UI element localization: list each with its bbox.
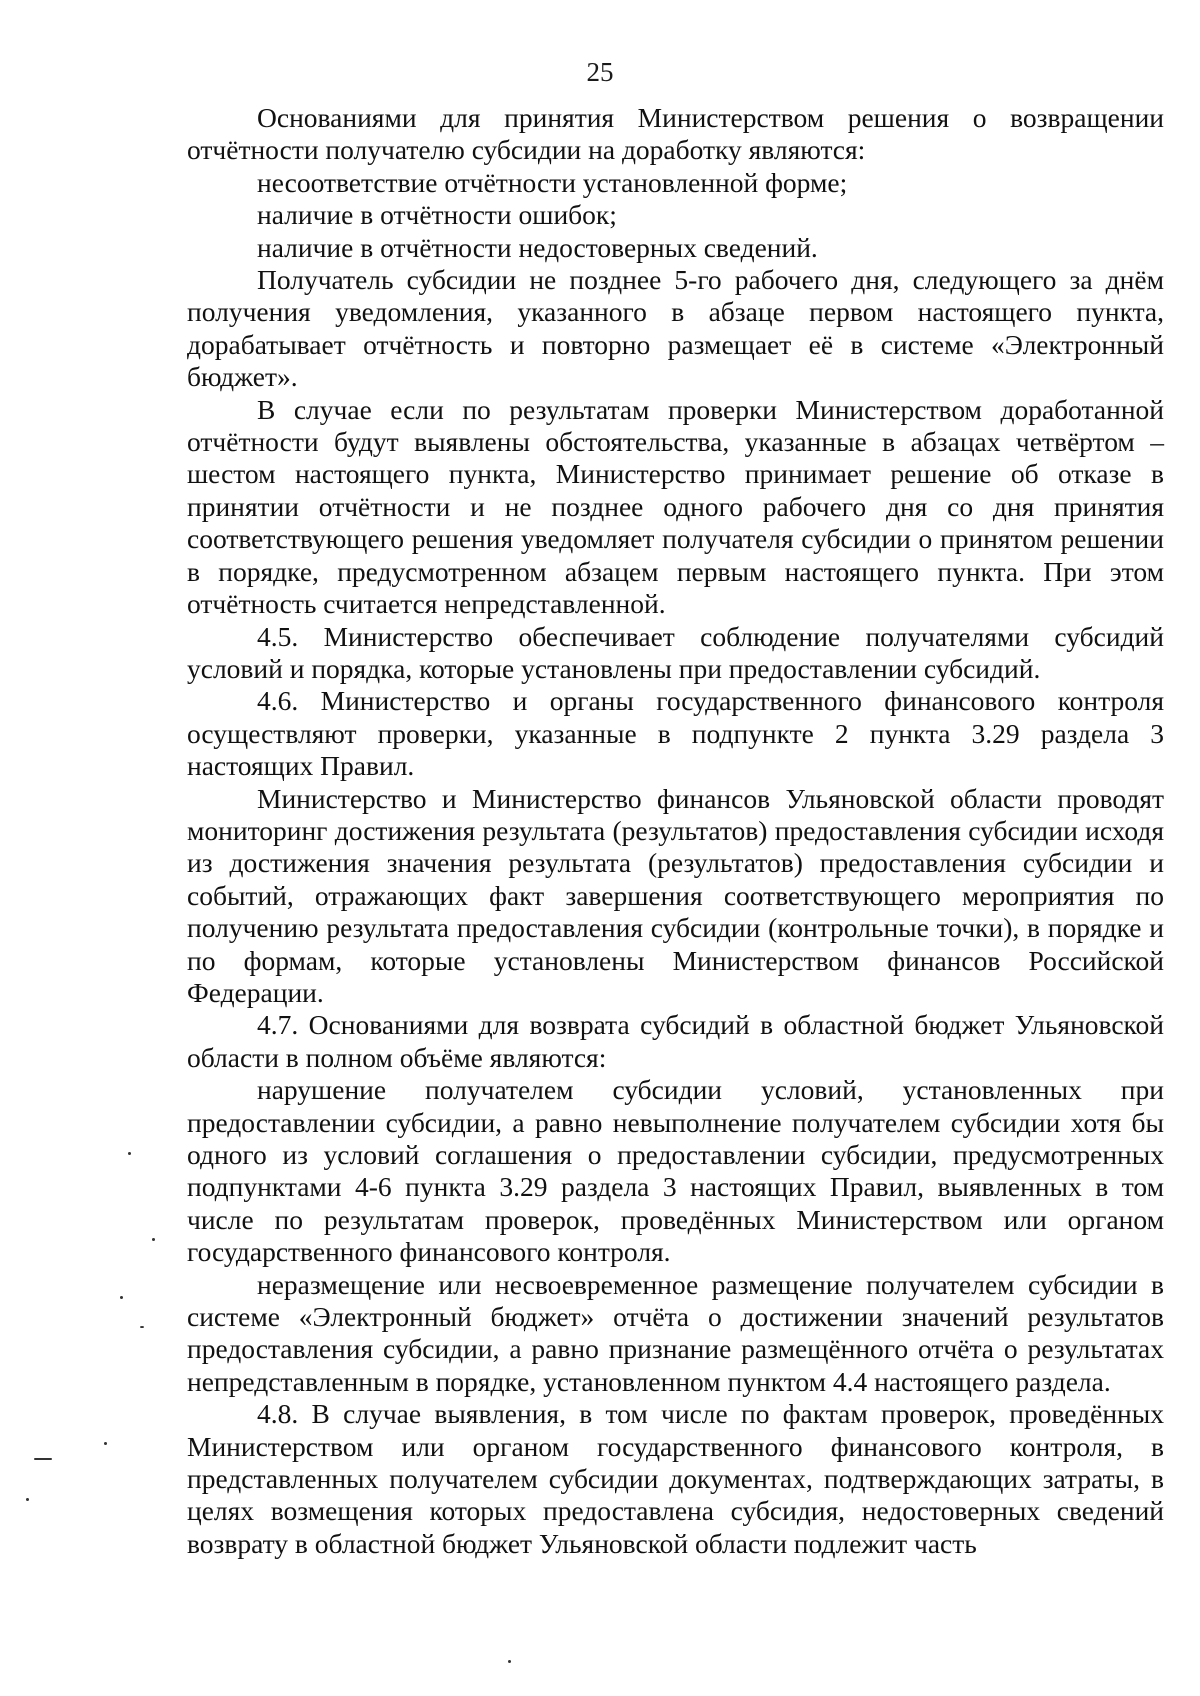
page-number: 25 [586,57,614,87]
paragraph: 4.7. Основаниями для возврата субсидий в областной бюджет Ульяновской области в полном объёме являются: [187,1009,1164,1073]
paragraph: наличие в отчётности ошибок; [257,199,617,231]
paragraph: несоответствие отчётности установленной форме; [257,166,848,198]
paragraph: В случае если по результатам проверки Министерством доработанной отчётности будут выявлены обстоятельства, указанные в абзацах четвёртом – шестом настоящего пункта, Министерство принимает решение об отказе в принятии отчётности и не позднее одного рабочего дня со дня принятия соответствующего решения уведомляет получателя субсидии о принятом решении в порядке, предусмотренном абзацем первым настоящего пункта. При этом отчётность считается непредставленной. [187,393,1164,620]
scan-artifact [128,1152,131,1155]
scan-artifact [140,1326,144,1328]
scan-artifact [508,1660,511,1663]
paragraph: наличие в отчётности недостоверных сведений. [257,231,818,263]
paragraph: 4.8. В случае выявления, в том числе по фактам проверок, проведённых Министерством или органом государственного финансового контроля, в представленных получателем субсидии документах, подтверждающих затраты, в целях возмещения которых предоставлена субсидия, недостоверных сведений возврату в областной бюджет Ульяновской области подлежит часть [187,1398,1164,1559]
scan-artifact [152,1238,155,1241]
paragraph: 4.5. Министерство обеспечивает соблюдение получателями субсидий условий и порядка, которые установлены при предоставлении субсидий. [187,620,1164,684]
document-body [187,102,1164,1560]
scan-artifact [104,1442,107,1445]
scan-artifact [120,1296,123,1299]
scan-artifact [34,1458,52,1460]
paragraph: Министерство и Министерство финансов Ульяновской области проводят мониторинг достижения результата (результатов) предоставления субсидии исходя из достижения значения результата (результатов) предоставления субсидии и событий, отражающих факт завершения соответствующего мероприятия по получению результата предоставления субсидии (контрольные точки), в порядке и по формам, которые установлены Министерством финансов Российской Федерации. [187,782,1164,1008]
paragraph: Основаниями для принятия Министерством решения о возвращении отчётности получателю субсидии на доработку являются: [187,102,1164,166]
paragraph: 4.6. Министерство и органы государственного финансового контроля осуществляют проверки, указанные в подпункте 2 пункта 3.29 раздела 3 настоящих Правил. [187,685,1164,782]
paragraph: нарушение получателем субсидии условий, установленных при предоставлении субсидии, а равно невыполнение получателем субсидии хотя бы одного из условий соглашения о предоставлении субсидии, предусмотренных подпунктами 4-6 пункта 3.29 раздела 3 настоящих Правил, выявленных в том числе по результатам проверок, проведённых Министерством или органом государственного финансового контроля. [187,1074,1164,1268]
scan-artifact [26,1498,29,1501]
paragraph: неразмещение или несвоевременное размещение получателем субсидии в системе «Электронный бюджет» отчёта о достижении значений результатов предоставления субсидии, а равно признание размещённого отчёта о результатах непредставленным в порядке, установленном пунктом 4.4 настоящего раздела. [187,1268,1164,1397]
paragraph: Получатель субсидии не позднее 5-го рабочего дня, следующего за днём получения уведомления, указанного в абзаце первом настоящего пункта, дорабатывает отчётность и повторно размещает её в системе «Электронный бюджет». [187,264,1164,393]
